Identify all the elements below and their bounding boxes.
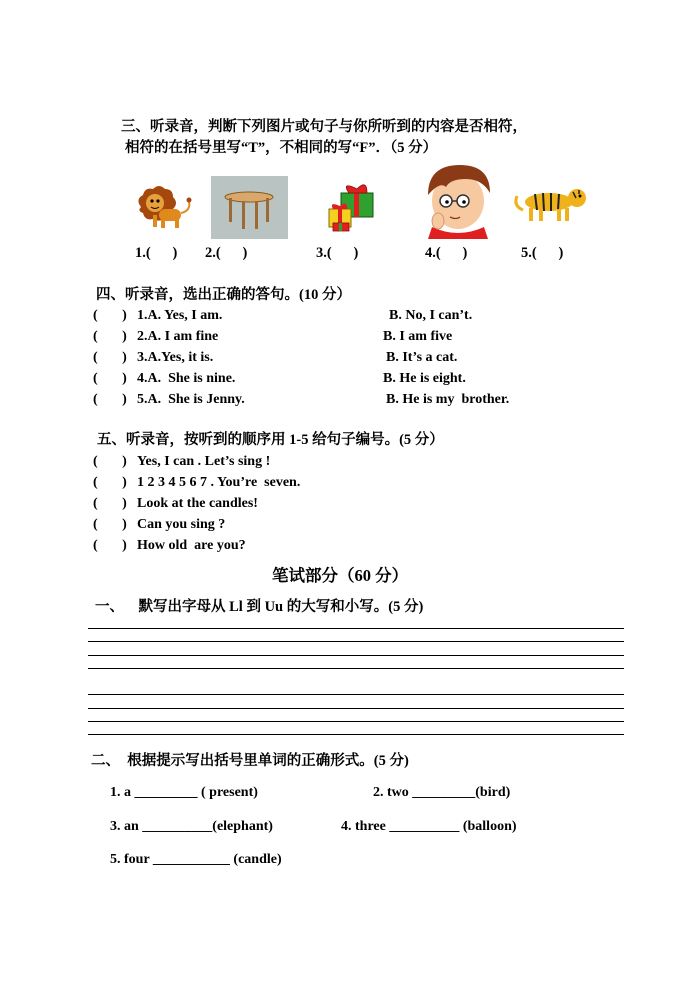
section4-paren-3: ( ): [93, 350, 127, 365]
written-part-heading: 笔试部分（60 分）: [272, 566, 409, 585]
section5-paren-3: ( ): [93, 496, 127, 511]
section4-option-b-2: B. I am five: [383, 329, 453, 344]
section5-sentence-2: 1 2 3 4 5 6 7 . You’re seven.: [137, 475, 301, 490]
section4-title: 四、听录音，选出正确的答句。(10 分）: [96, 287, 351, 303]
section4-option-a-3: 3.A.Yes, it is.: [137, 350, 214, 365]
section4-option-b-1: B. No, I can’t.: [389, 308, 473, 323]
section4-option-b-5: B. He is my brother.: [386, 392, 510, 407]
fill-item-5: 5. four ___________ (candle): [110, 852, 282, 867]
picture-answer-3: 3.( ): [316, 245, 359, 261]
tiger-icon: [513, 184, 593, 224]
section5-title: 五、听录音，按听到的顺序用 1-5 给句子编号。(5 分）: [97, 432, 444, 448]
section4-paren-2: ( ): [93, 329, 127, 344]
picture-answer-2: 2.( ): [205, 245, 248, 261]
section5-paren-2: ( ): [93, 475, 127, 490]
section5-paren-4: ( ): [93, 517, 127, 532]
section4-paren-4: ( ): [93, 371, 127, 386]
fill-item-4: 4. three __________ (balloon): [341, 819, 517, 834]
section5-sentence-5: How old are you?: [137, 538, 246, 553]
section3-title-line1: 三、听录音，判断下列图片或句子与你所听到的内容是否相符，: [121, 119, 527, 135]
boy-with-glasses-icon: [418, 161, 498, 239]
section4-option-a-4: 4.A. She is nine.: [137, 371, 236, 386]
fill-item-3: 3. an __________(elephant): [110, 819, 273, 834]
section5-sentence-4: Can you sing ?: [137, 517, 226, 532]
section4-option-b-4: B. He is eight.: [383, 371, 466, 386]
section5-paren-5: ( ): [93, 538, 127, 553]
section5-paren-1: ( ): [93, 454, 127, 469]
section4-paren-1: ( ): [93, 308, 127, 323]
section4-option-b-3: B. It’s a cat.: [386, 350, 458, 365]
table-icon: [211, 176, 288, 239]
section5-sentence-1: Yes, I can . Let’s sing !: [137, 454, 271, 469]
fill-item-1: 1. a _________ ( present): [110, 785, 258, 800]
lion-icon: [131, 185, 193, 231]
section4-option-a-1: 1.A. Yes, I am.: [137, 308, 223, 323]
picture-answer-4: 4.( ): [425, 245, 468, 261]
part1-title: 一、 默写出字母从 Ll 到 Uu 的大写和小写。(5 分): [95, 599, 424, 615]
section5-sentence-3: Look at the candles!: [137, 496, 258, 511]
picture-answer-1: 1.( ): [135, 245, 178, 261]
section4-option-a-5: 5.A. She is Jenny.: [137, 392, 245, 407]
part2-title: 二、 根据提示写出括号里单词的正确形式。(5 分): [91, 753, 409, 769]
picture-answer-5: 5.( ): [521, 245, 564, 261]
fill-item-2: 2. two _________(bird): [373, 785, 511, 800]
section4-option-a-2: 2.A. I am fine: [137, 329, 219, 344]
section4-paren-5: ( ): [93, 392, 127, 407]
gift-boxes-icon: [327, 179, 375, 233]
section3-title-line2: 相符的在括号里写“T”，不相同的写“F”．（5 分）: [125, 140, 438, 156]
